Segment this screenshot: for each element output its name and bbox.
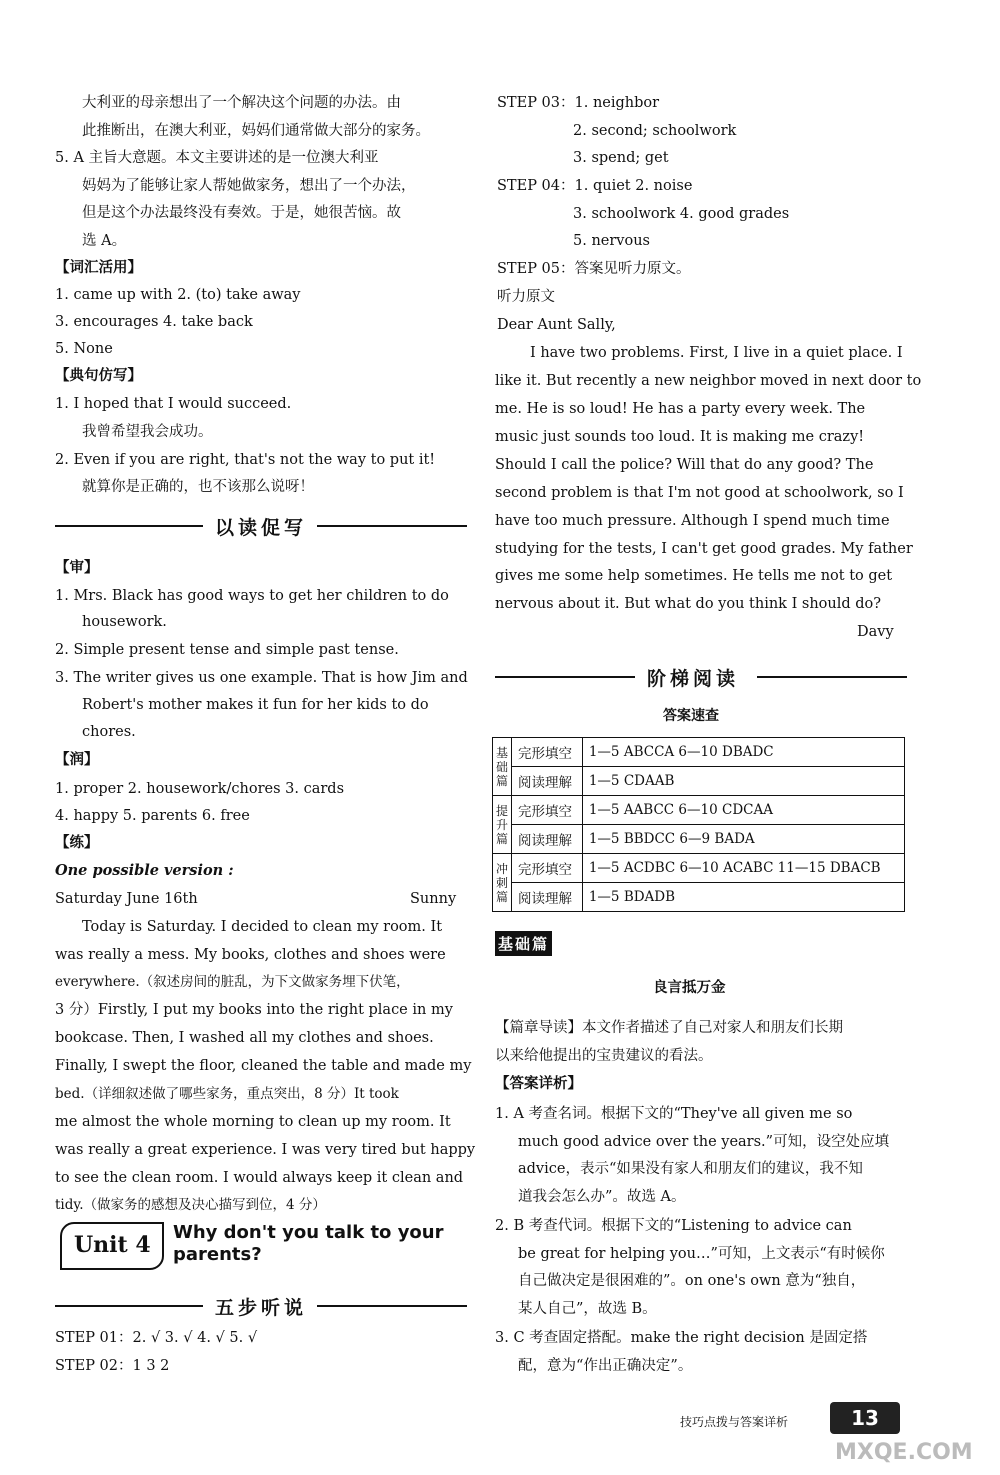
table-cell: 1—5 BDADB: [582, 883, 904, 912]
letter-line: me. He is so loud! He has a party every week. The: [495, 401, 866, 417]
section-label: 【审】: [55, 560, 99, 576]
table-cell: 完形填空: [512, 738, 583, 767]
table-row: [493, 767, 905, 796]
answer-table: [492, 737, 905, 912]
section-title: 五步听说: [215, 1297, 308, 1319]
text-line: STEP 04：1. quiet 2. noise: [497, 178, 693, 194]
text-line: 5. None: [55, 341, 113, 357]
answer-line: 自己做决定是很困难的”。on one's own 意为“独自，: [518, 1273, 866, 1289]
essay-line: Today is Saturday. I decided to clean my room. It: [82, 919, 443, 935]
text-line: 就算你是正确的，也不该那么说呀！: [82, 479, 314, 495]
answer-line: advice，表示“如果没有家人和朋友们的建议，我不知: [518, 1161, 863, 1177]
answer-line: 3. C 考查固定搭配。make the right decision 是固定搭: [495, 1330, 868, 1346]
essay-line: me almost the whole morning to clean up my room. It: [55, 1114, 451, 1130]
table-row: [493, 854, 905, 883]
table-cell: 阅读理解: [512, 767, 583, 796]
text-line: 3. encourages 4. take back: [55, 314, 253, 330]
section-header: [55, 1293, 467, 1319]
table-cell: 完形填空: [512, 854, 583, 883]
text-line: 2. Simple present tense and simple past tense.: [55, 642, 399, 658]
text-line: STEP 05：答案见听力原文。: [497, 261, 691, 277]
header-rule: [757, 676, 907, 678]
answer-line: 配，意为“作出正确决定”。: [518, 1358, 693, 1374]
text-line: 1. Mrs. Black has good ways to get her children to do: [55, 588, 449, 604]
table-title: 答案速查: [663, 708, 719, 724]
version-label: One possible version :: [55, 862, 234, 879]
unit-title: [173, 1222, 443, 1266]
text-line: 3. schoolwork 4. good grades: [573, 206, 790, 222]
text-line: 3. The writer gives us one example. That is how Jim and: [55, 670, 468, 686]
text-line: 4. happy 5. parents 6. free: [55, 808, 250, 824]
text-line: Robert's mother makes it fun for her kids to do: [82, 697, 429, 713]
section-label: 【润】: [55, 752, 99, 768]
text-line: 5. A 主旨大意题。本文主要讲述的是一位澳大利亚: [55, 150, 379, 166]
answer-line: be great for helping you…”可知，上文表示“有时候你: [518, 1246, 885, 1262]
essay-line: everywhere.（叙述房间的脏乱，为下文做家务埋下伏笔，: [55, 974, 410, 990]
text-line: 我曾希望我会成功。: [82, 424, 213, 440]
watermark: MXQE.COM: [835, 1440, 973, 1465]
essay-line: was really a great experience. I was very tired but happy: [55, 1142, 476, 1158]
unit-title-line: Why don't you talk to your: [173, 1222, 444, 1243]
text-line: 大利亚的母亲想出了一个解决这个问题的办法。由: [82, 95, 401, 111]
text-line: 1. proper 2. housework/chores 3. cards: [55, 781, 345, 797]
text-line: 1. came up with 2. (to) take away: [55, 287, 301, 303]
table-group: 提升篇: [493, 796, 512, 854]
header-rule: [317, 1305, 467, 1307]
footer-label: 技巧点拨与答案详析: [680, 1415, 789, 1429]
table-row: [493, 738, 905, 767]
unit-label: Unit 4: [74, 1232, 151, 1258]
text-line: 2. second; schoolwork: [573, 123, 737, 139]
section-label: 【词汇活用】: [55, 260, 142, 276]
answer-line: 某人自己”，故选 B。: [518, 1301, 657, 1317]
header-rule: [55, 525, 203, 527]
table-cell: 1—5 BBDCC 6—9 BADA: [582, 825, 904, 854]
table-cell: 1—5 ACDBC 6—10 ACABC 11—15 DBACB: [582, 854, 904, 883]
essay-line: to see the clean room. I would always keep it clean and: [55, 1170, 464, 1186]
section-title: 以读促写: [215, 517, 308, 539]
letter-line: studying for the tests, I can't get good grades. My father: [495, 541, 913, 557]
section-title: 阶梯阅读: [647, 668, 740, 690]
essay-line: Finally, I swept the floor, cleaned the table and made my: [55, 1058, 472, 1074]
essay-line: bookcase. Then, I washed all my clothes and shoes.: [55, 1030, 434, 1046]
table-row: [493, 796, 905, 825]
section-label: 【练】: [55, 835, 99, 851]
text-line: 以来给他提出的宝贵建议的看法。: [495, 1048, 713, 1064]
table-cell: 阅读理解: [512, 825, 583, 854]
essay-line: tidy.（做家务的感想及决心描写到位，4 分）: [55, 1197, 326, 1213]
letter-line: I have two problems. First, I live in a quiet place. I: [530, 345, 903, 361]
letter-line: Should I call the police? Will that do any good? The: [495, 457, 874, 473]
section-label: 【典句仿写】: [55, 368, 142, 384]
essay-line: was really a mess. My books, clothes and shoes were: [55, 947, 446, 963]
text-line: 选 A。: [82, 233, 127, 249]
diary-date: Saturday June 16th: [55, 891, 198, 907]
table-group: 冲刺篇: [493, 854, 512, 912]
letter-line: music just sounds too loud. It is making me crazy!: [495, 429, 865, 445]
text-line: 1. I hoped that I would succeed.: [55, 396, 292, 412]
text-line: 5. nervous: [573, 233, 650, 249]
table-row: [493, 825, 905, 854]
table-group: 基础篇: [493, 738, 512, 796]
section-label: 【答案详析】: [495, 1076, 582, 1092]
answer-line: much good advice over the years.”可知，设空处应填: [518, 1134, 890, 1150]
text-line: 3. spend; get: [573, 150, 669, 166]
page-number: 13: [830, 1402, 900, 1434]
answer-line: 2. B 考查代词。根据下文的“Listening to advice can: [495, 1218, 852, 1234]
text-line: STEP 01：2. √ 3. √ 4. √ 5. √: [55, 1330, 258, 1346]
essay-line: bed.（详细叙述做了哪些家务，重点突出，8 分）It took: [55, 1086, 399, 1102]
letter-line: gives me some help sometimes. He tells me not to get: [495, 568, 893, 584]
text-line: 但是这个办法最终没有奏效。于是，她很苦恼。故: [82, 205, 401, 221]
text-line: STEP 02：1 3 2: [55, 1358, 170, 1374]
table-row: [493, 883, 905, 912]
text-line: 听力原文: [497, 289, 555, 305]
unit-badge: [60, 1222, 164, 1270]
answer-line: 道我会怎么办”。故选 A。: [518, 1189, 686, 1205]
table-cell: 1—5 ABCCA 6—10 DBADC: [582, 738, 904, 767]
letter-signature: Davy: [857, 624, 894, 640]
basic-tag: 基础篇: [495, 931, 552, 956]
table-cell: 1—5 CDAAB: [582, 767, 904, 796]
header-rule: [317, 525, 467, 527]
text-line: Dear Aunt Sally,: [497, 317, 616, 333]
text-line: 2. Even if you are right, that's not the way to put it!: [55, 452, 436, 468]
diary-weather: Sunny: [410, 891, 457, 907]
text-line: chores.: [82, 724, 136, 740]
text-line: STEP 03：1. neighbor: [497, 95, 660, 111]
essay-line: 3 分）Firstly, I put my books into the right place in my: [55, 1002, 453, 1018]
text-line: 此推断出，在澳大利亚，妈妈们通常做大部分的家务。: [82, 123, 430, 139]
letter-line: nervous about it. But what do you think I should do?: [495, 596, 882, 612]
section-header: [55, 513, 467, 539]
letter-line: have too much pressure. Although I spend much time: [495, 513, 890, 529]
text-line: 妈妈为了能够让家人帮她做家务，想出了一个办法，: [82, 178, 416, 194]
article-title: 良言抵万金: [653, 980, 726, 996]
section-header: [495, 664, 907, 690]
text-line: 【篇章导读】本文作者描述了自己对家人和朋友们长期: [495, 1020, 843, 1036]
letter-line: second problem is that I'm not good at schoolwork, so I: [495, 485, 904, 501]
letter-line: like it. But recently a new neighbor moved in next door to: [495, 373, 922, 389]
answer-line: 1. A 考查名词。根据下文的“They've all given me so: [495, 1106, 853, 1122]
table-cell: 1—5 AABCC 6—10 CDCAA: [582, 796, 904, 825]
table-cell: 完形填空: [512, 796, 583, 825]
header-rule: [55, 1305, 203, 1307]
text-line: housework.: [82, 614, 167, 630]
table-cell: 阅读理解: [512, 883, 583, 912]
header-rule: [495, 676, 635, 678]
unit-title-line: parents?: [173, 1244, 262, 1265]
